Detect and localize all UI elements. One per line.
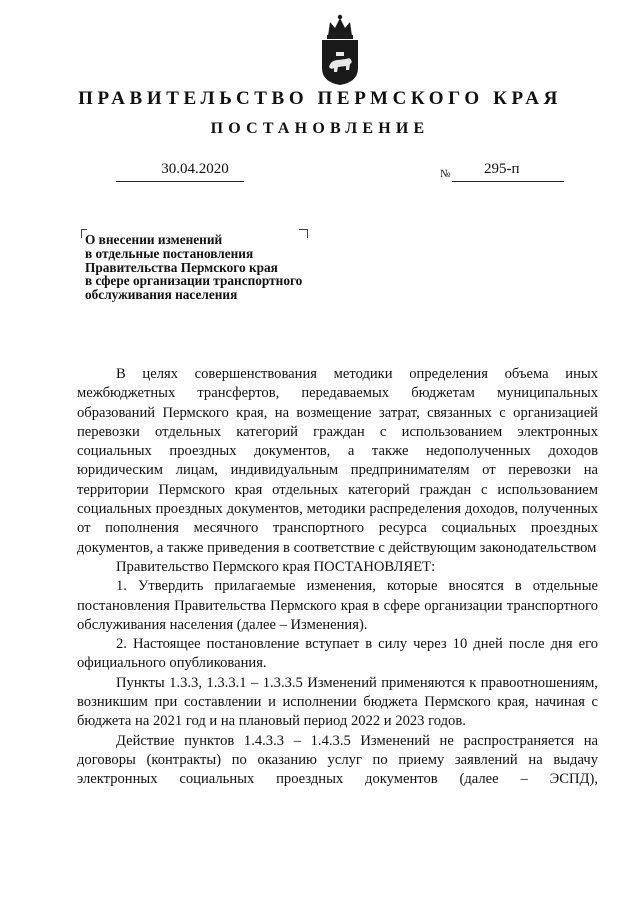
document-subject [85,233,302,302]
subject-line: Правительства Пермского края [85,259,278,275]
date-underline [116,181,244,182]
document-type: ПОСТАНОВЛЕНИЕ [210,120,430,137]
number-underline [452,181,564,182]
effect-paragraph: Действие пунктов 1.4.3.3 – 1.4.3.5 Изменений не распространяется на договоры (контракты) по оказанию услуг по приему заявлений на выдачу электронных социальных проездных документов (далее – ЭСПД), [77,732,598,788]
resolves-paragraph: Правительство Пермского края ПОСТАНОВЛЯЕТ: [116,558,436,575]
document-body [77,365,598,790]
government-name: ПРАВИТЕЛЬСТВО ПЕРМСКОГО КРАЯ [78,88,562,109]
item-2-paragraph: 2. Настоящее постановление вступает в силу через 10 дней после дня его официального опубликования. [77,636,598,672]
number-sign: № [440,168,451,180]
subject-line: в отдельные постановления [85,245,254,261]
document-date: 30.04.2020 [161,161,229,177]
subject-line: обслуживания населения [85,287,238,303]
perm-krai-coat-of-arms-icon [316,12,364,86]
document-number: 295-п [484,161,520,177]
points-applicability-paragraph: Пункты 1.3.3, 1.3.3.1 – 1.3.3.5 Изменений применяются к правоотношениям, возникшим при составлении и исполнении бюджета Пермского края, начиная с бюджета на 2021 год и на плановый период 2022 и 2023 годов. [77,674,598,730]
item-1-paragraph: 1. Утвердить прилагаемые изменения, которые вносятся в отдельные постановления Правительства Пермского края в сфере организации транспортного обслуживания населения (далее – Изменения). [77,578,598,633]
preamble-paragraph: В целях совершенствования методики определения объема иных межбюджетных трансфертов, передаваемых бюджетам муниципальных образований Пермского края, на возмещение затрат, связанных с организацией перевозки отдельных категорий граждан с использованием электронных социальных проездных документов, а также недополученных доходов юридическим лицам, индивидуальным предпринимателям от перевозки на территории Пермского края отдельных категорий граждан с использованием социальных проездных документов, методики распределения доходов, полученных от пополнения месячного транспортного ресурса социальных проездных документов, а также приведения в соответствие с действующим законодательством [77,366,598,556]
subject-line: в сфере организации транспортного [85,273,303,289]
subject-line: О внесении изменений [85,232,223,247]
